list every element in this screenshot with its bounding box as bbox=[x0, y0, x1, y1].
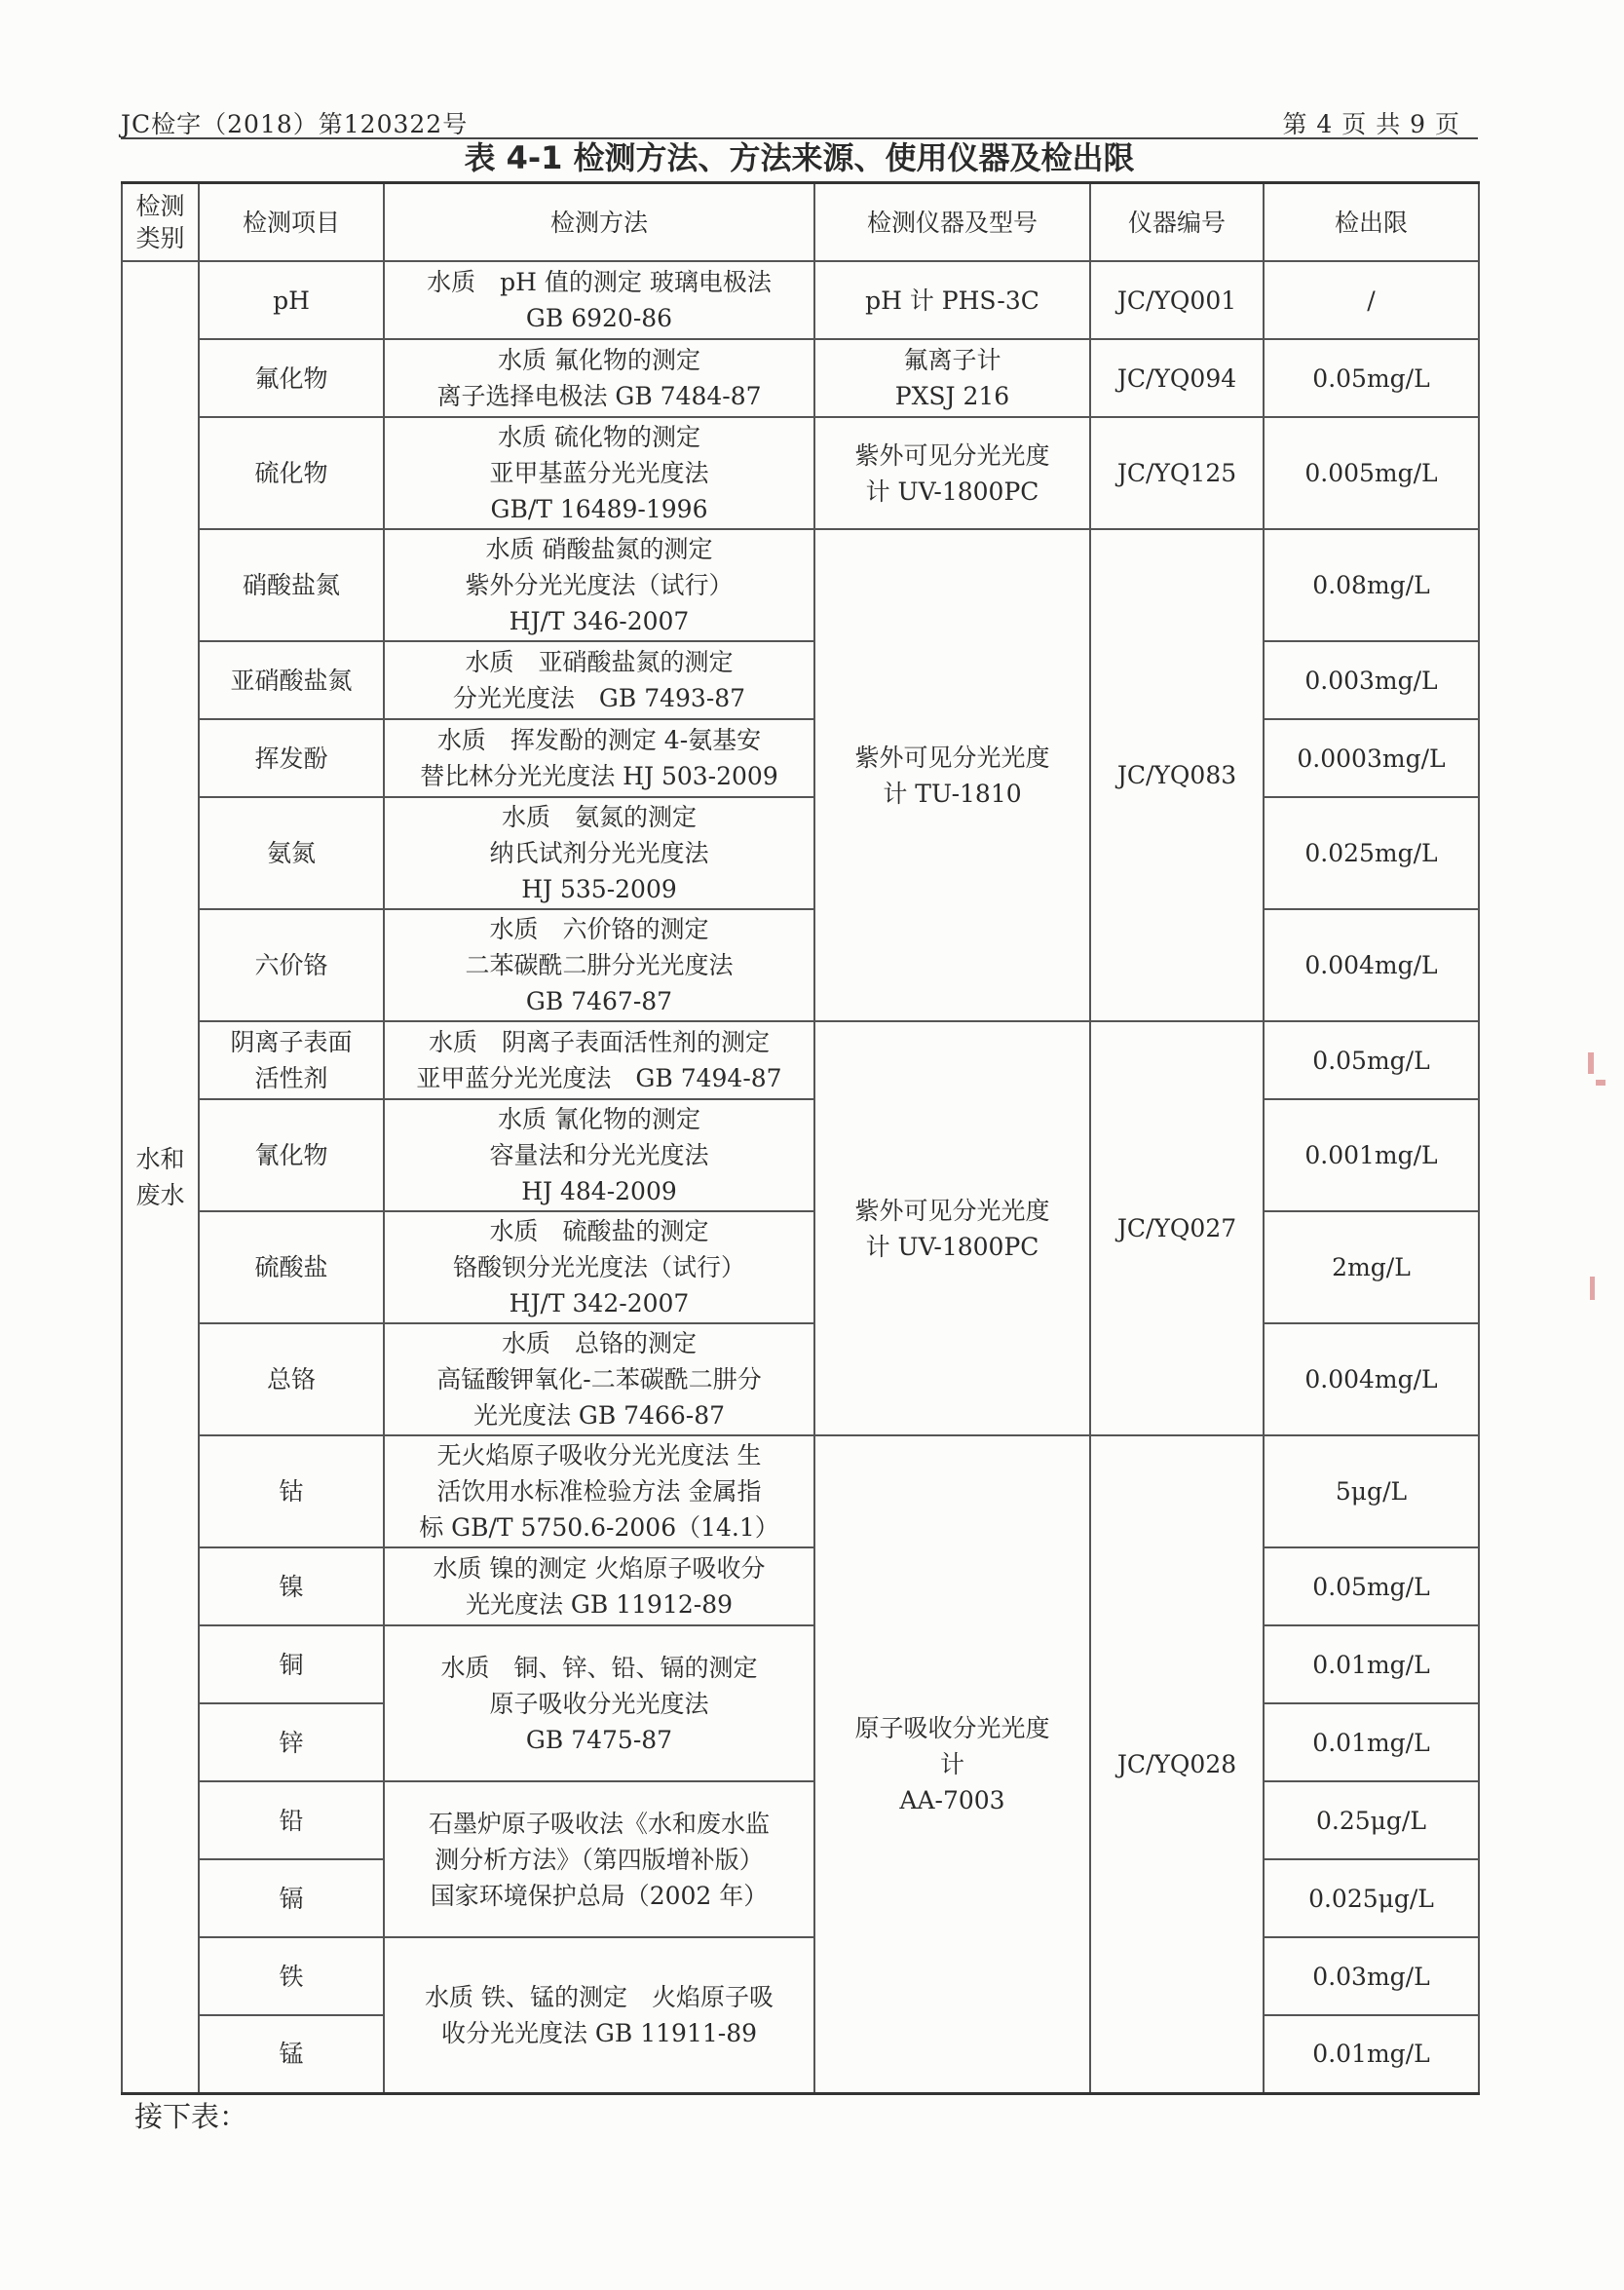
limit-cell: 0.005mg/L bbox=[1264, 417, 1479, 529]
item-cell: 氟化物 bbox=[199, 339, 384, 417]
method-cell: 水质 亚硝酸盐氮的测定 分光光度法 GB 7493-87 bbox=[384, 641, 814, 719]
item-cell: 总铬 bbox=[199, 1323, 384, 1435]
item-cell: pH bbox=[199, 261, 384, 339]
header-method: 检测方法 bbox=[384, 183, 814, 262]
item-cell: 硫酸盐 bbox=[199, 1211, 384, 1323]
table-row bbox=[122, 417, 1479, 529]
seal-fragment bbox=[1588, 1052, 1594, 1074]
table-row bbox=[122, 1099, 1479, 1211]
table-row bbox=[122, 1547, 1479, 1625]
instrument-cell: 紫外可见分光光度 计 UV-1800PC bbox=[814, 417, 1090, 529]
table-row bbox=[122, 261, 1479, 339]
limit-cell: 0.03mg/L bbox=[1264, 1937, 1479, 2015]
limit-cell: 0.0003mg/L bbox=[1264, 719, 1479, 797]
limit-cell: 0.004mg/L bbox=[1264, 909, 1479, 1021]
item-cell: 六价铬 bbox=[199, 909, 384, 1021]
limit-cell: / bbox=[1264, 261, 1479, 339]
item-cell: 阴离子表面 活性剂 bbox=[199, 1021, 384, 1099]
table-title: 表 4-1 检测方法、方法来源、使用仪器及检出限 bbox=[464, 139, 1135, 176]
table-row bbox=[122, 1211, 1479, 1323]
method-cell: 水质 氰化物的测定 容量法和分光光度法 HJ 484-2009 bbox=[384, 1099, 814, 1211]
instrument-cell: 紫外可见分光光度 计 TU-1810 bbox=[814, 529, 1090, 1021]
limit-cell: 0.025μg/L bbox=[1264, 1859, 1479, 1937]
instrument-cell: pH 计 PHS-3C bbox=[814, 261, 1090, 339]
continued-note: 接下表： bbox=[134, 2100, 248, 2133]
limit-cell: 0.05mg/L bbox=[1264, 1021, 1479, 1099]
method-cell: 水质 硫酸盐的测定 铬酸钡分光光度法（试行） HJ/T 342-2007 bbox=[384, 1211, 814, 1323]
limit-cell: 0.01mg/L bbox=[1264, 1703, 1479, 1781]
table-row bbox=[122, 797, 1479, 909]
table-row bbox=[122, 1435, 1479, 1547]
header-category: 检测 类别 bbox=[122, 183, 199, 262]
method-cell: 水质 硫化物的测定 亚甲基蓝分光光度法 GB/T 16489-1996 bbox=[384, 417, 814, 529]
table-header-row bbox=[122, 183, 1479, 262]
category-cell: 水和 废水 bbox=[122, 261, 199, 2093]
item-cell: 挥发酚 bbox=[199, 719, 384, 797]
limit-cell: 0.05mg/L bbox=[1264, 1547, 1479, 1625]
method-cell: 水质 总铬的测定 高锰酸钾氧化-二苯碳酰二肼分 光光度法 GB 7466-87 bbox=[384, 1323, 814, 1435]
method-cell: 水质 铁、锰的测定 火焰原子吸 收分光光度法 GB 11911-89 bbox=[384, 1937, 814, 2093]
limit-cell: 0.003mg/L bbox=[1264, 641, 1479, 719]
instrument-id-cell: JC/YQ001 bbox=[1090, 261, 1264, 339]
item-cell: 铁 bbox=[199, 1937, 384, 2015]
table-row bbox=[122, 1323, 1479, 1435]
page-number: 第 4 页 共 9 页 bbox=[1282, 110, 1460, 138]
table-row bbox=[122, 641, 1479, 719]
method-cell: 水质 氨氮的测定 纳氏试剂分光光度法 HJ 535-2009 bbox=[384, 797, 814, 909]
method-cell: 水质 阴离子表面活性剂的测定 亚甲蓝分光光度法 GB 7494-87 bbox=[384, 1021, 814, 1099]
item-cell: 钴 bbox=[199, 1435, 384, 1547]
instrument-id-cell: JC/YQ028 bbox=[1090, 1435, 1264, 2093]
method-cell: 无火焰原子吸收分光光度法 生 活饮用水标准检验方法 金属指 标 GB/T 5750.6-2006（14.1） bbox=[384, 1435, 814, 1547]
method-cell: 水质 硝酸盐氮的测定 紫外分光光度法（试行） HJ/T 346-2007 bbox=[384, 529, 814, 641]
item-cell: 硫化物 bbox=[199, 417, 384, 529]
table-row bbox=[122, 719, 1479, 797]
item-cell: 镍 bbox=[199, 1547, 384, 1625]
limit-cell: 0.01mg/L bbox=[1264, 2015, 1479, 2093]
method-cell: 水质 pH 值的测定 玻璃电极法 GB 6920-86 bbox=[384, 261, 814, 339]
instrument-id-cell: JC/YQ083 bbox=[1090, 529, 1264, 1021]
table-row bbox=[122, 1021, 1479, 1099]
item-cell: 硝酸盐氮 bbox=[199, 529, 384, 641]
limit-cell: 0.05mg/L bbox=[1264, 339, 1479, 417]
table-row bbox=[122, 339, 1479, 417]
method-cell: 水质 挥发酚的测定 4-氨基安 替比林分光光度法 HJ 503-2009 bbox=[384, 719, 814, 797]
table-row bbox=[122, 529, 1479, 641]
seal-fragment bbox=[1590, 1277, 1595, 1300]
limit-cell: 0.25μg/L bbox=[1264, 1781, 1479, 1859]
item-cell: 锰 bbox=[199, 2015, 384, 2093]
item-cell: 铅 bbox=[199, 1781, 384, 1859]
table-row bbox=[122, 1625, 1479, 1703]
item-cell: 氨氮 bbox=[199, 797, 384, 909]
instrument-id-cell: JC/YQ027 bbox=[1090, 1021, 1264, 1435]
item-cell: 镉 bbox=[199, 1859, 384, 1937]
item-cell: 氰化物 bbox=[199, 1099, 384, 1211]
table-row bbox=[122, 909, 1479, 1021]
limit-cell: 5μg/L bbox=[1264, 1435, 1479, 1547]
item-cell: 亚硝酸盐氮 bbox=[199, 641, 384, 719]
detection-methods-table bbox=[121, 181, 1480, 2095]
item-cell: 锌 bbox=[199, 1703, 384, 1781]
header-detection-limit: 检出限 bbox=[1264, 183, 1479, 262]
header-item: 检测项目 bbox=[199, 183, 384, 262]
seal-fragment bbox=[1596, 1080, 1605, 1086]
method-cell: 水质 氟化物的测定 离子选择电极法 GB 7484-87 bbox=[384, 339, 814, 417]
instrument-id-cell: JC/YQ125 bbox=[1090, 417, 1264, 529]
header-instrument: 检测仪器及型号 bbox=[814, 183, 1090, 262]
table-row bbox=[122, 1937, 1479, 2015]
limit-cell: 0.004mg/L bbox=[1264, 1323, 1479, 1435]
method-cell: 水质 铜、锌、铅、镉的测定 原子吸收分光光度法 GB 7475-87 bbox=[384, 1625, 814, 1781]
instrument-cell: 原子吸收分光光度 计 AA-7003 bbox=[814, 1435, 1090, 2093]
method-cell: 水质 六价铬的测定 二苯碳酰二肼分光光度法 GB 7467-87 bbox=[384, 909, 814, 1021]
limit-cell: 0.01mg/L bbox=[1264, 1625, 1479, 1703]
instrument-cell: 紫外可见分光光度 计 UV-1800PC bbox=[814, 1021, 1090, 1435]
item-cell: 铜 bbox=[199, 1625, 384, 1703]
limit-cell: 0.001mg/L bbox=[1264, 1099, 1479, 1211]
limit-cell: 2mg/L bbox=[1264, 1211, 1479, 1323]
table-row bbox=[122, 1781, 1479, 1859]
limit-cell: 0.025mg/L bbox=[1264, 797, 1479, 909]
doc-number: JC检字（2018）第120322号 bbox=[121, 110, 469, 138]
limit-cell: 0.08mg/L bbox=[1264, 529, 1479, 641]
method-cell: 石墨炉原子吸收法《水和废水监 测分析方法》（第四版增补版） 国家环境保护总局（2002 年） bbox=[384, 1781, 814, 1937]
instrument-cell: 氟离子计 PXSJ 216 bbox=[814, 339, 1090, 417]
header-instrument-id: 仪器编号 bbox=[1090, 183, 1264, 262]
instrument-id-cell: JC/YQ094 bbox=[1090, 339, 1264, 417]
method-cell: 水质 镍的测定 火焰原子吸收分 光光度法 GB 11912-89 bbox=[384, 1547, 814, 1625]
